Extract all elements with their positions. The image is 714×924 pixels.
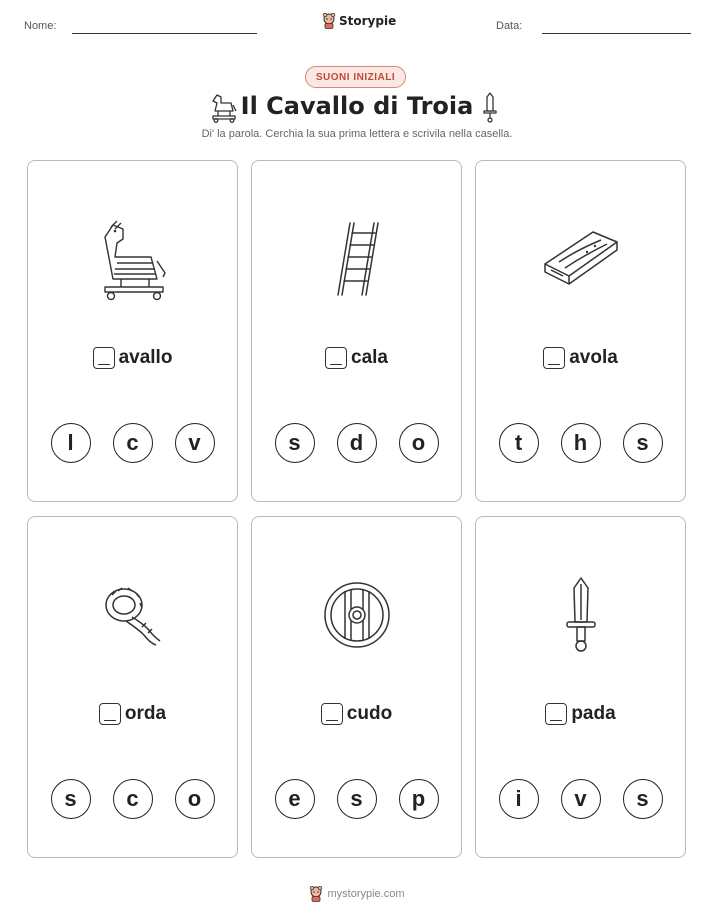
letter-choice[interactable]: o (175, 779, 215, 819)
card-picture (476, 209, 685, 309)
card-4 (27, 516, 238, 858)
card-picture (28, 209, 237, 309)
partial-word: cudo (346, 703, 393, 724)
letter-choices (476, 423, 685, 463)
partial-word: avola (569, 347, 618, 368)
word-row (28, 347, 237, 369)
letter-choice[interactable]: s (337, 779, 377, 819)
word-row (252, 703, 461, 725)
card-6 (475, 516, 686, 858)
letter-choice[interactable]: c (113, 779, 153, 819)
answer-box[interactable] (325, 347, 347, 369)
card-2 (251, 160, 462, 502)
letter-choice[interactable]: s (623, 423, 663, 463)
letter-choice[interactable]: d (337, 423, 377, 463)
card-picture (28, 565, 237, 665)
letter-choice[interactable]: s (275, 423, 315, 463)
footer (0, 886, 714, 902)
shield-icon (321, 579, 393, 651)
rope-icon (98, 583, 168, 647)
letter-choice[interactable]: h (561, 423, 601, 463)
partial-word: pada (571, 703, 616, 724)
card-1 (27, 160, 238, 502)
answer-box[interactable] (321, 703, 343, 725)
partial-word: avallo (118, 347, 173, 368)
letter-choice[interactable]: s (623, 779, 663, 819)
letter-choices (28, 423, 237, 463)
topic-badge: SUONI INIZIALI (305, 66, 406, 88)
word-row (476, 347, 685, 369)
word-row (28, 703, 237, 725)
letter-choices (252, 779, 461, 819)
letter-choice[interactable]: v (175, 423, 215, 463)
letter-choice[interactable]: t (499, 423, 539, 463)
name-label: Nome: (24, 20, 57, 32)
letter-choice[interactable]: o (399, 423, 439, 463)
storypie-mascot-icon (309, 886, 323, 902)
letter-choices (28, 779, 237, 819)
storypie-mascot-icon (322, 13, 336, 29)
answer-box[interactable] (543, 347, 565, 369)
letter-choice[interactable]: l (51, 423, 91, 463)
letter-choice[interactable]: i (499, 779, 539, 819)
instructions: Di' la parola. Cerchia la sua prima lettera e scrivila nella casella. (201, 128, 513, 140)
letter-choices (476, 779, 685, 819)
partial-word: orda (124, 703, 167, 724)
answer-box[interactable] (99, 703, 121, 725)
card-5 (251, 516, 462, 858)
brand-name: Storypie (339, 14, 397, 28)
partial-word: cala (351, 347, 388, 368)
answer-box[interactable] (93, 347, 115, 369)
letter-choice[interactable]: c (113, 423, 153, 463)
letter-choice[interactable]: v (561, 779, 601, 819)
page-title: Il Cavallo di Troia (240, 92, 474, 120)
letter-choice[interactable]: s (51, 779, 91, 819)
brand-logo (322, 13, 396, 29)
name-line[interactable] (72, 33, 257, 34)
date-label: Data: (496, 20, 523, 32)
date-line[interactable] (542, 33, 691, 34)
card-picture (252, 565, 461, 665)
sword-icon (481, 91, 499, 123)
footer-url[interactable]: mystorypie.com (327, 888, 405, 900)
answer-box[interactable] (545, 703, 567, 725)
letter-choice[interactable]: e (275, 779, 315, 819)
word-row (252, 347, 461, 369)
letter-choice[interactable]: p (399, 779, 439, 819)
wooden-plank-icon (541, 224, 621, 294)
word-row (476, 703, 685, 725)
sword-icon (564, 576, 598, 654)
card-picture (476, 565, 685, 665)
card-3 (475, 160, 686, 502)
trojan-horse-icon (93, 217, 173, 301)
letter-choices (252, 423, 461, 463)
card-picture (252, 209, 461, 309)
ladder-icon (332, 219, 382, 299)
